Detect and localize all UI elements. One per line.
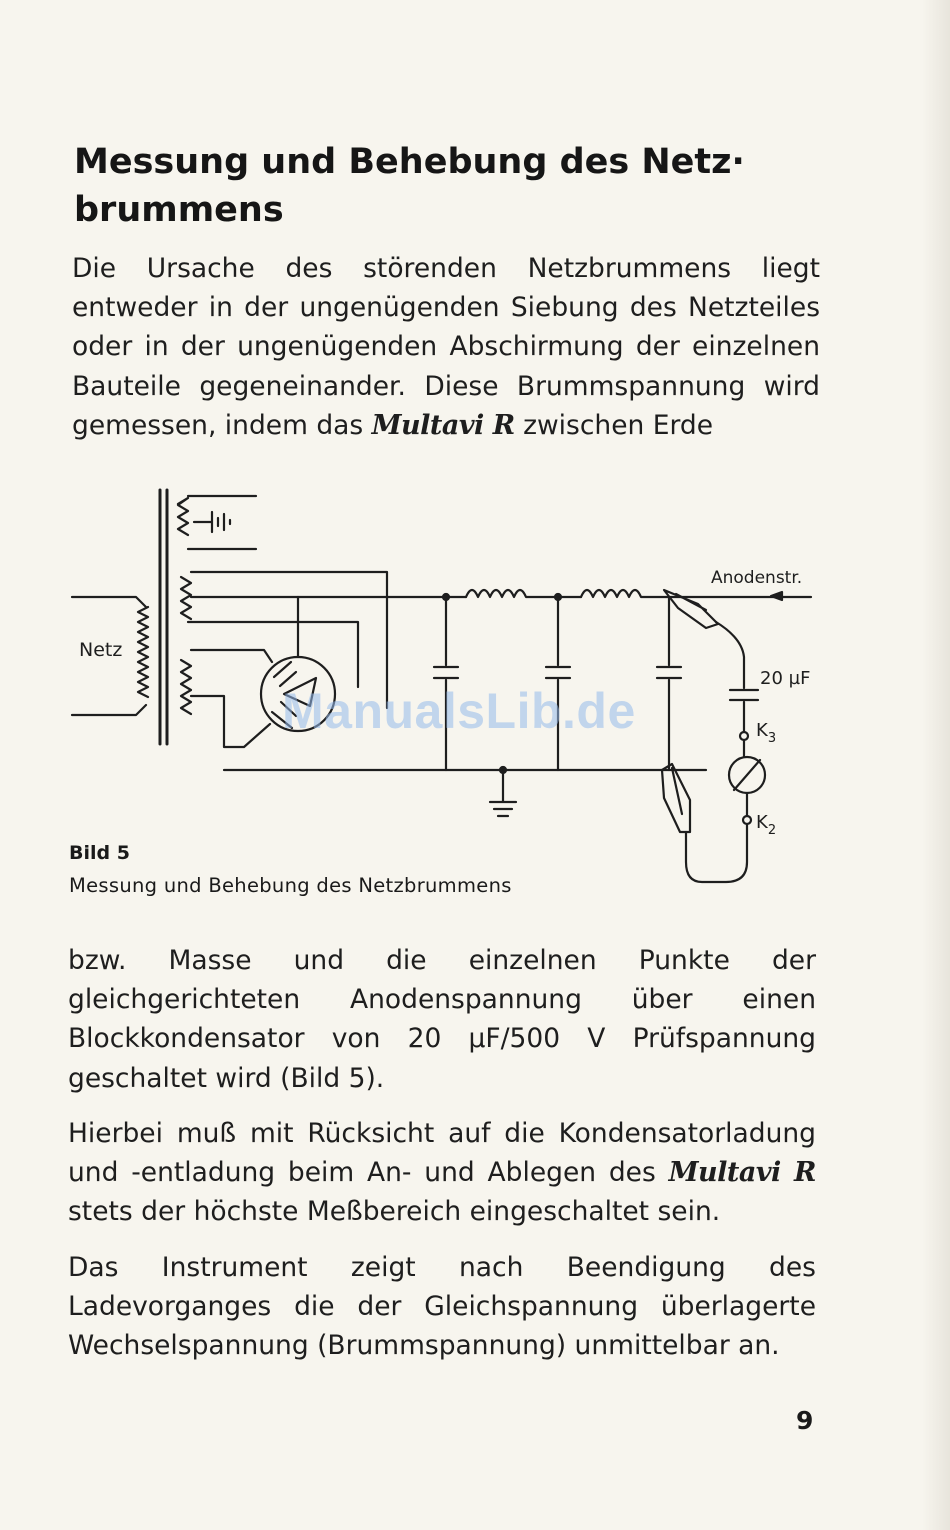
mains-wire-bottom	[72, 705, 146, 715]
terminal-k3-label: $K_3$	[756, 720, 777, 746]
paragraph-caution	[68, 1114, 816, 1232]
terminal-k2	[743, 816, 751, 824]
page-edge-shadow	[922, 0, 950, 1530]
measuring-lead-top	[716, 622, 744, 688]
ground-symbol	[490, 767, 516, 816]
capacitor-label: 20 µF	[760, 668, 811, 689]
filter-capacitor-3	[657, 597, 681, 770]
page-number: 9	[796, 1406, 814, 1435]
paragraph-intro-text: Die Ursache des störenden Netzbrummens liegt entweder in der ungenügenden Siebung des Netzteiles oder in der ungenügenden Abschirmung der einzelnen Bauteile gegeneinander. Diese Brummspannung wird gemessen, indem das	[72, 253, 820, 441]
paragraph-continuation: bzw. Masse und die einzelnen Punkte der gleichgerichteten Anodenspannung über einen Blockkondensator von 20 µF/500 V Prüfspannung geschaltet wird (Bild 5).	[68, 945, 816, 1094]
figure-number: Bild 5	[69, 842, 130, 864]
hv-secondary-winding	[181, 577, 191, 619]
bottom-clip	[662, 764, 690, 832]
paragraph-caution-tail: stets der höchste Meßbereich eingeschaltet sein.	[68, 1196, 721, 1228]
measuring-capacitor	[730, 690, 758, 732]
heading-line-1: Messung und Behebung des Netz·	[74, 142, 745, 182]
anode-current-label: Anodenstr.	[711, 568, 803, 588]
anode-arrow	[771, 592, 782, 600]
top-clip	[664, 590, 718, 628]
terminal-k2-label: $K_2$	[756, 812, 777, 838]
filter-choke-1	[466, 590, 556, 597]
paragraph-intro	[72, 249, 820, 445]
paragraph-intro-tail: zwischen Erde	[514, 409, 714, 441]
mains-wire-top	[72, 597, 146, 607]
mains-label: Netz	[79, 639, 123, 661]
measuring-lead-return	[686, 824, 747, 882]
primary-winding	[138, 607, 148, 697]
section-heading	[74, 138, 834, 234]
terminal-k3	[740, 732, 748, 740]
figure-caption: Messung und Behebung des Netzbrummens	[69, 874, 512, 897]
heading-line-2: brummens	[74, 190, 284, 230]
watermark: ManualsLib.de	[282, 683, 636, 739]
paragraph-caution-text: Hierbei muß mit Rücksicht auf die Kondensatorladung und -entladung beim An- und Ablegen des	[68, 1118, 816, 1189]
filter-choke-2	[581, 590, 666, 597]
filament-leads	[191, 650, 272, 747]
filament-winding	[181, 660, 191, 714]
paragraph-result: Das Instrument zeigt nach Beendigung des Ladevorganges die der Gleichspannung überlagerte Wechselspannung (Brummspannung) unmittelbar an.	[68, 1252, 816, 1362]
meter-needle	[734, 760, 760, 790]
brand-name: Multavi R	[371, 409, 515, 441]
heater-battery	[194, 512, 230, 532]
brand-name-2: Multavi R	[668, 1157, 816, 1189]
